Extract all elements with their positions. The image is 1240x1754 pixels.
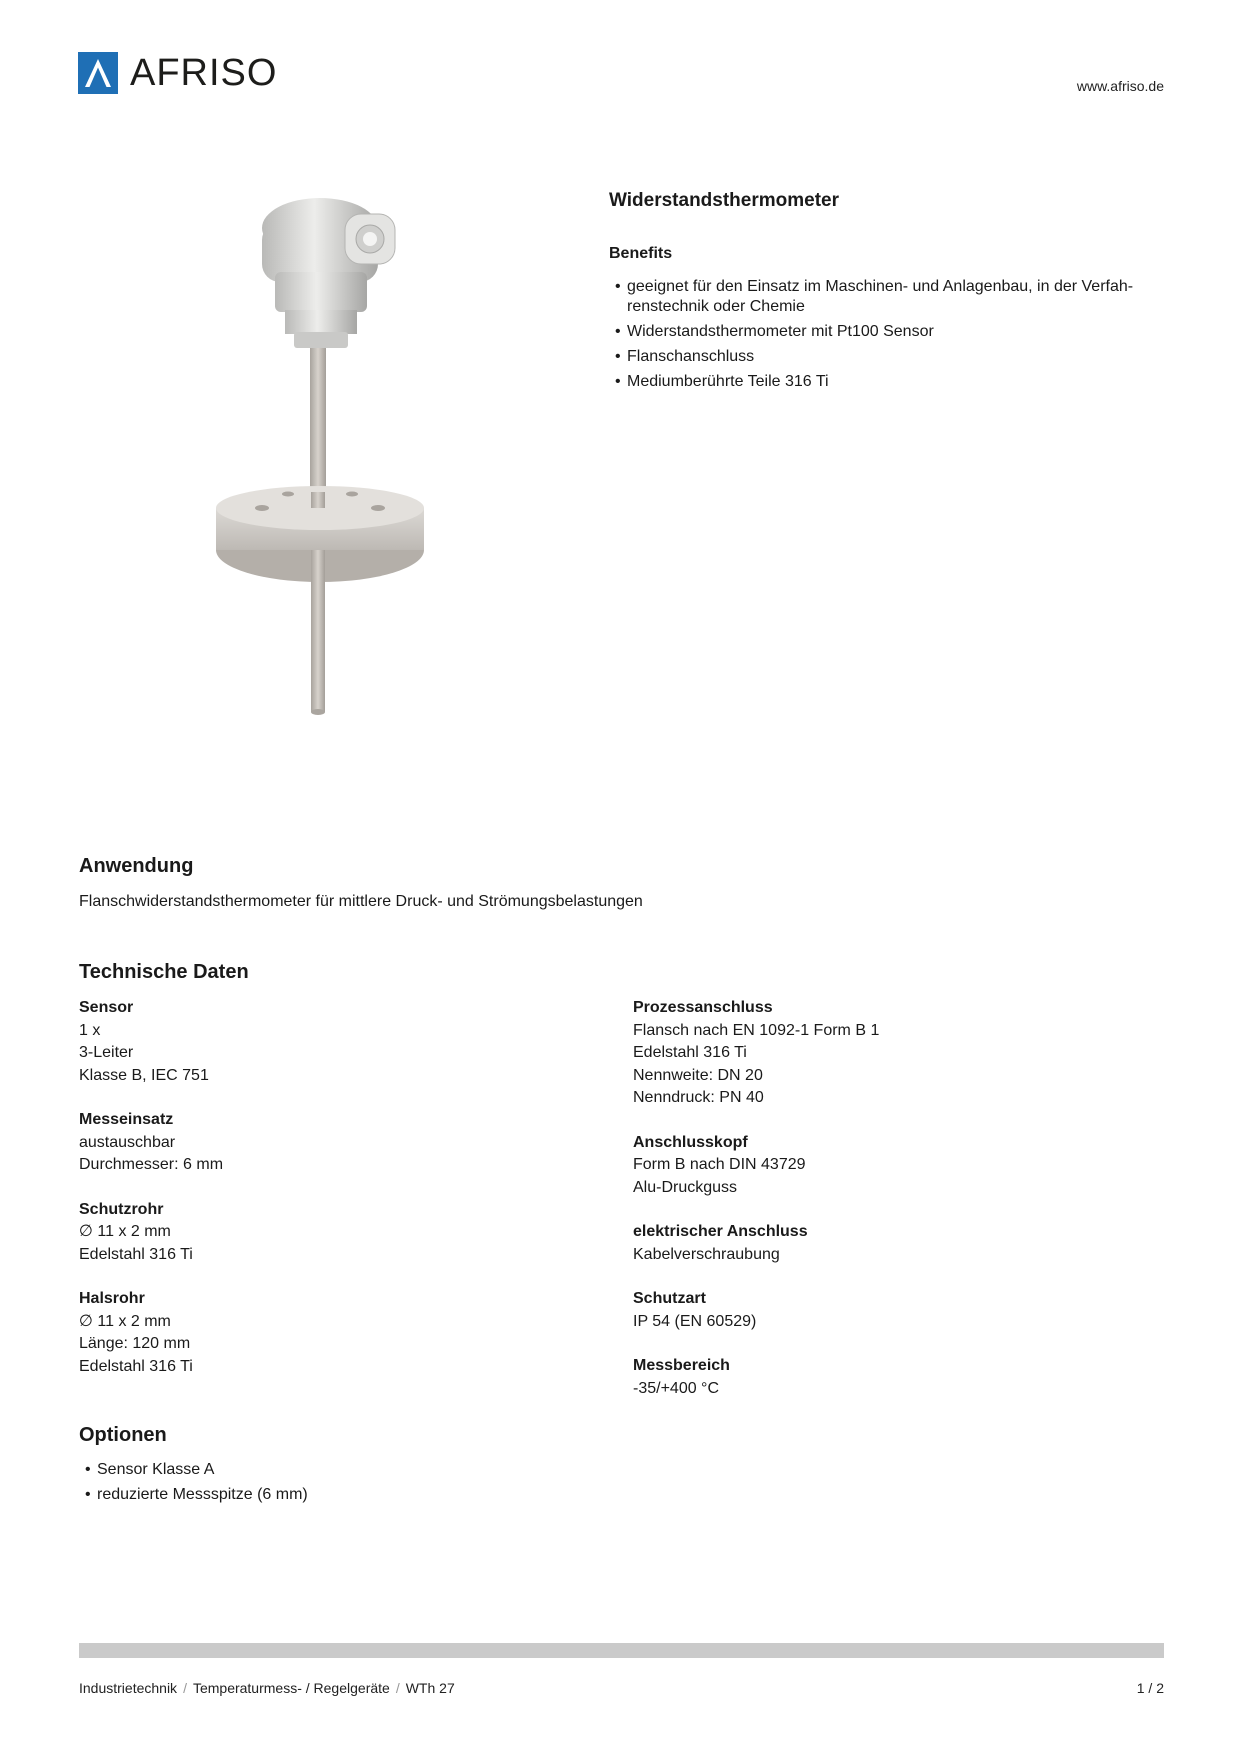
spec-value: -35/+400 °C: [633, 1379, 720, 1397]
footer-breadcrumb: [79, 1680, 455, 1696]
spec-heading: Messbereich: [633, 1357, 730, 1374]
spec-heading: Schutzrohr: [79, 1200, 164, 1218]
spec-value: Edelstahl 316 Ti: [79, 1357, 193, 1375]
spec-value: Flansch nach EN 1092-1 Form B 1: [633, 1021, 880, 1039]
technische-daten-heading: Technische Daten: [79, 961, 249, 983]
spec-heading: Prozessanschluss: [633, 999, 773, 1016]
spec-heading: Sensor: [79, 999, 134, 1016]
spec-value: Klasse B, IEC 751: [79, 1066, 209, 1084]
resistance-thermometer-flange-image: [210, 192, 460, 792]
spec-value: Edelstahl 316 Ti: [79, 1245, 193, 1263]
spec-value: 1 x: [79, 1021, 101, 1039]
breadcrumb-item: WTh 27: [405, 1680, 455, 1696]
afriso-logo: [78, 52, 277, 94]
breadcrumb-separator: /: [395, 1680, 400, 1696]
spec-value: ∅ 11 x 2 mm: [79, 1312, 171, 1330]
spec-group: [79, 1199, 529, 1267]
spec-heading: Halsrohr: [79, 1290, 145, 1307]
option-item: • Sensor Klasse A: [79, 1460, 579, 1480]
spec-group: [79, 1109, 529, 1177]
spec-group: [633, 1355, 1133, 1400]
spec-group: [633, 997, 1133, 1110]
spec-value: Durchmesser: 6 mm: [79, 1156, 224, 1173]
spec-heading: Schutzart: [633, 1290, 706, 1307]
anwendung-text: Flanschwiderstandsthermometer für mittlere Druck- und Strömungsbelastungen: [79, 893, 643, 910]
benefit-item: • Flanschanschluss: [609, 347, 1169, 367]
spec-group: [79, 1288, 529, 1378]
spec-value: Edelstahl 316 Ti: [633, 1044, 747, 1061]
optionen-list: [79, 1460, 579, 1510]
benefits-heading: Benefits: [609, 245, 673, 262]
footer-divider-bar: [79, 1643, 1164, 1658]
spec-value: austauschbar: [79, 1133, 176, 1151]
optionen-heading: Optionen: [79, 1424, 167, 1446]
page-number: 1 / 2: [1136, 1680, 1164, 1696]
spec-value: Kabelverschraubung: [633, 1245, 780, 1263]
spec-value: Nenndruck: PN 40: [633, 1089, 764, 1106]
website-link[interactable]: www.afriso.de: [1076, 78, 1164, 94]
product-title: Widerstandsthermometer: [609, 190, 839, 211]
benefits-list: [609, 277, 1169, 397]
spec-group: [79, 997, 529, 1087]
option-item: • reduzierte Messspitze (6 mm): [79, 1485, 579, 1505]
spec-heading: Messeinsatz: [79, 1111, 174, 1128]
breadcrumb-item: Industrietechnik: [79, 1680, 178, 1696]
tech-right-column: [633, 997, 1133, 1400]
spec-heading: Anschlusskopf: [633, 1133, 748, 1151]
spec-value: Länge: 120 mm: [79, 1335, 191, 1352]
logo-text: AFRISO: [130, 52, 278, 94]
benefit-item: • Mediumberührte Teile 316 Ti: [609, 372, 1169, 392]
benefit-item: • Widerstandsthermometer mit Pt100 Sensor: [609, 322, 1169, 342]
spec-value: ∅ 11 x 2 mm: [79, 1223, 171, 1240]
spec-value: Nennweite: DN 20: [633, 1066, 763, 1084]
spec-value: IP 54 (EN 60529): [633, 1312, 757, 1330]
spec-value: Alu-Druckguss: [633, 1178, 738, 1196]
spec-group: [633, 1132, 1133, 1200]
spec-value: Form B nach DIN 43729: [633, 1156, 806, 1173]
spec-group: [633, 1221, 1133, 1266]
anwendung-heading: Anwendung: [79, 855, 194, 877]
spec-heading: elektrischer Anschluss: [633, 1223, 808, 1240]
tech-left-column: [79, 997, 529, 1378]
benefit-item: • geeignet für den Einsatz im Maschinen- und Anlagenbau, in der Verfah-renstechnik oder Chemie: [609, 277, 1169, 317]
spec-group: [633, 1288, 1133, 1333]
afriso-logo-icon: [78, 52, 118, 94]
spec-value: 3-Leiter: [79, 1044, 134, 1061]
breadcrumb-item: Temperaturmess- / Regelgeräte: [192, 1680, 390, 1696]
breadcrumb-separator: /: [183, 1680, 187, 1696]
